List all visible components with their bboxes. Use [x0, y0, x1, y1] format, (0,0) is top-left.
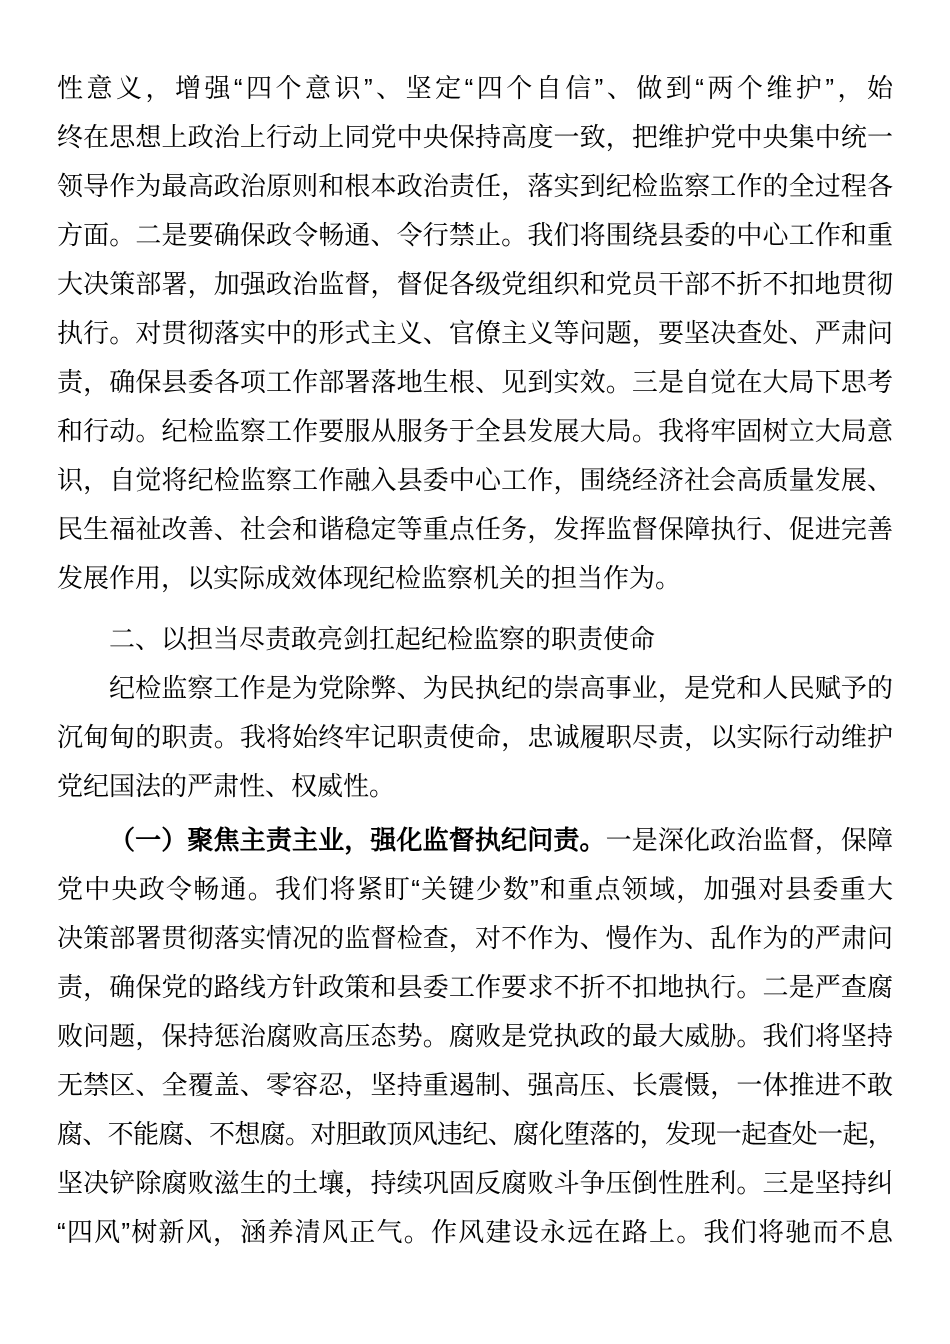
text-run: 坚决铲除腐败滋生的土壤，持续巩固反腐败斗争压倒性胜利。三是坚持纠: [57, 1168, 893, 1198]
heading-section-2: [57, 615, 893, 664]
text-line: [57, 554, 893, 603]
text-run: 党纪国法的严肃性、权威性。: [57, 771, 396, 801]
text-line: [57, 664, 893, 713]
paragraph-section-2-intro: [57, 664, 893, 811]
text-line: [57, 211, 893, 260]
text-run: 腐、不能腐、不想腐。对胆敢顶风违纪、腐化堕落的，发现一起查处一起，: [57, 1119, 893, 1149]
text-line: [57, 914, 893, 963]
text-line: [57, 1012, 893, 1061]
text-line: [57, 1208, 893, 1257]
text-line: [57, 963, 893, 1012]
text-run: 大决策部署，加强政治监督，督促各级党组织和党员干部不折不扣地贯彻: [57, 269, 893, 299]
text-run: 责，确保县委各项工作部署落地生根、见到实效。三是自觉在大局下思考: [57, 367, 893, 397]
text-line: [57, 309, 893, 358]
text-line: [57, 407, 893, 456]
text-run: “四风”树新风，涵养清风正气。作风建设永远在路上。我们将驰而不息: [57, 1217, 893, 1247]
text-line: [57, 456, 893, 505]
text-run: 和行动。纪检监察工作要服从服务于全县发展大局。我将牢固树立大局意: [57, 416, 893, 446]
text-line: [57, 64, 893, 113]
text-line: [57, 1159, 893, 1208]
text-line: [57, 162, 893, 211]
text-line: [57, 1061, 893, 1110]
text-line: [57, 816, 893, 865]
text-line: [57, 713, 893, 762]
text-line: [57, 113, 893, 162]
paragraph-item-1: [57, 816, 893, 1257]
document-body: [57, 64, 893, 1257]
text-run: 一是深化政治监督，保障: [605, 825, 893, 855]
text-run: 二、以担当尽责敢亮剑扛起纪检监察的职责使命: [109, 624, 656, 654]
text-line: [57, 260, 893, 309]
text-run: 性意义，增强“四个意识”、坚定“四个自信”、做到“两个维护”，始: [57, 73, 893, 103]
text-run: 无禁区、全覆盖、零容忍，坚持重遏制、强高压、长震慑，一体推进不敢: [57, 1070, 893, 1100]
text-run: 终在思想上政治上行动上同党中央保持高度一致，把维护党中央集中统一: [57, 122, 893, 152]
text-line: [57, 1110, 893, 1159]
text-line: [57, 358, 893, 407]
text-run: 纪检监察工作是为党除弊、为民执纪的崇高事业，是党和人民赋予的: [109, 673, 893, 703]
text-run: 责，确保党的路线方针政策和县委工作要求不折不扣地执行。二是严查腐: [57, 972, 893, 1002]
text-run: 方面。二是要确保政令畅通、令行禁止。我们将围绕县委的中心工作和重: [57, 220, 893, 250]
text-run: 党中央政令畅通。我们将紧盯“关键少数”和重点领域，加强对县委重大: [57, 874, 893, 904]
text-run: 民生福祉改善、社会和谐稳定等重点任务，发挥监督保障执行、促进完善: [57, 514, 893, 544]
text-run: 败问题，保持惩治腐败高压态势。腐败是党执政的最大威胁。我们将坚持: [57, 1021, 893, 1051]
text-run: 沉甸甸的职责。我将始终牢记职责使命，忠诚履职尽责，以实际行动维护: [57, 722, 893, 752]
text-line: [57, 762, 893, 811]
text-line: [57, 865, 893, 914]
paragraph-continuation: [57, 64, 893, 603]
text-run: 领导作为最高政治原则和根本政治责任，落实到纪检监察工作的全过程各: [57, 171, 893, 201]
text-line: [57, 615, 893, 664]
text-run: 发展作用，以实际成效体现纪检监察机关的担当作为。: [57, 563, 682, 593]
text-line: [57, 505, 893, 554]
text-run: 决策部署贯彻落实情况的监督检查，对不作为、慢作为、乱作为的严肃问: [57, 923, 893, 953]
bold-text-run: （一）聚焦主责主业，强化监督执纪问责。: [109, 825, 606, 855]
text-run: 执行。对贯彻落实中的形式主义、官僚主义等问题，要坚决查处、严肃问: [57, 318, 893, 348]
text-run: 识，自觉将纪检监察工作融入县委中心工作，围绕经济社会高质量发展、: [57, 465, 893, 495]
